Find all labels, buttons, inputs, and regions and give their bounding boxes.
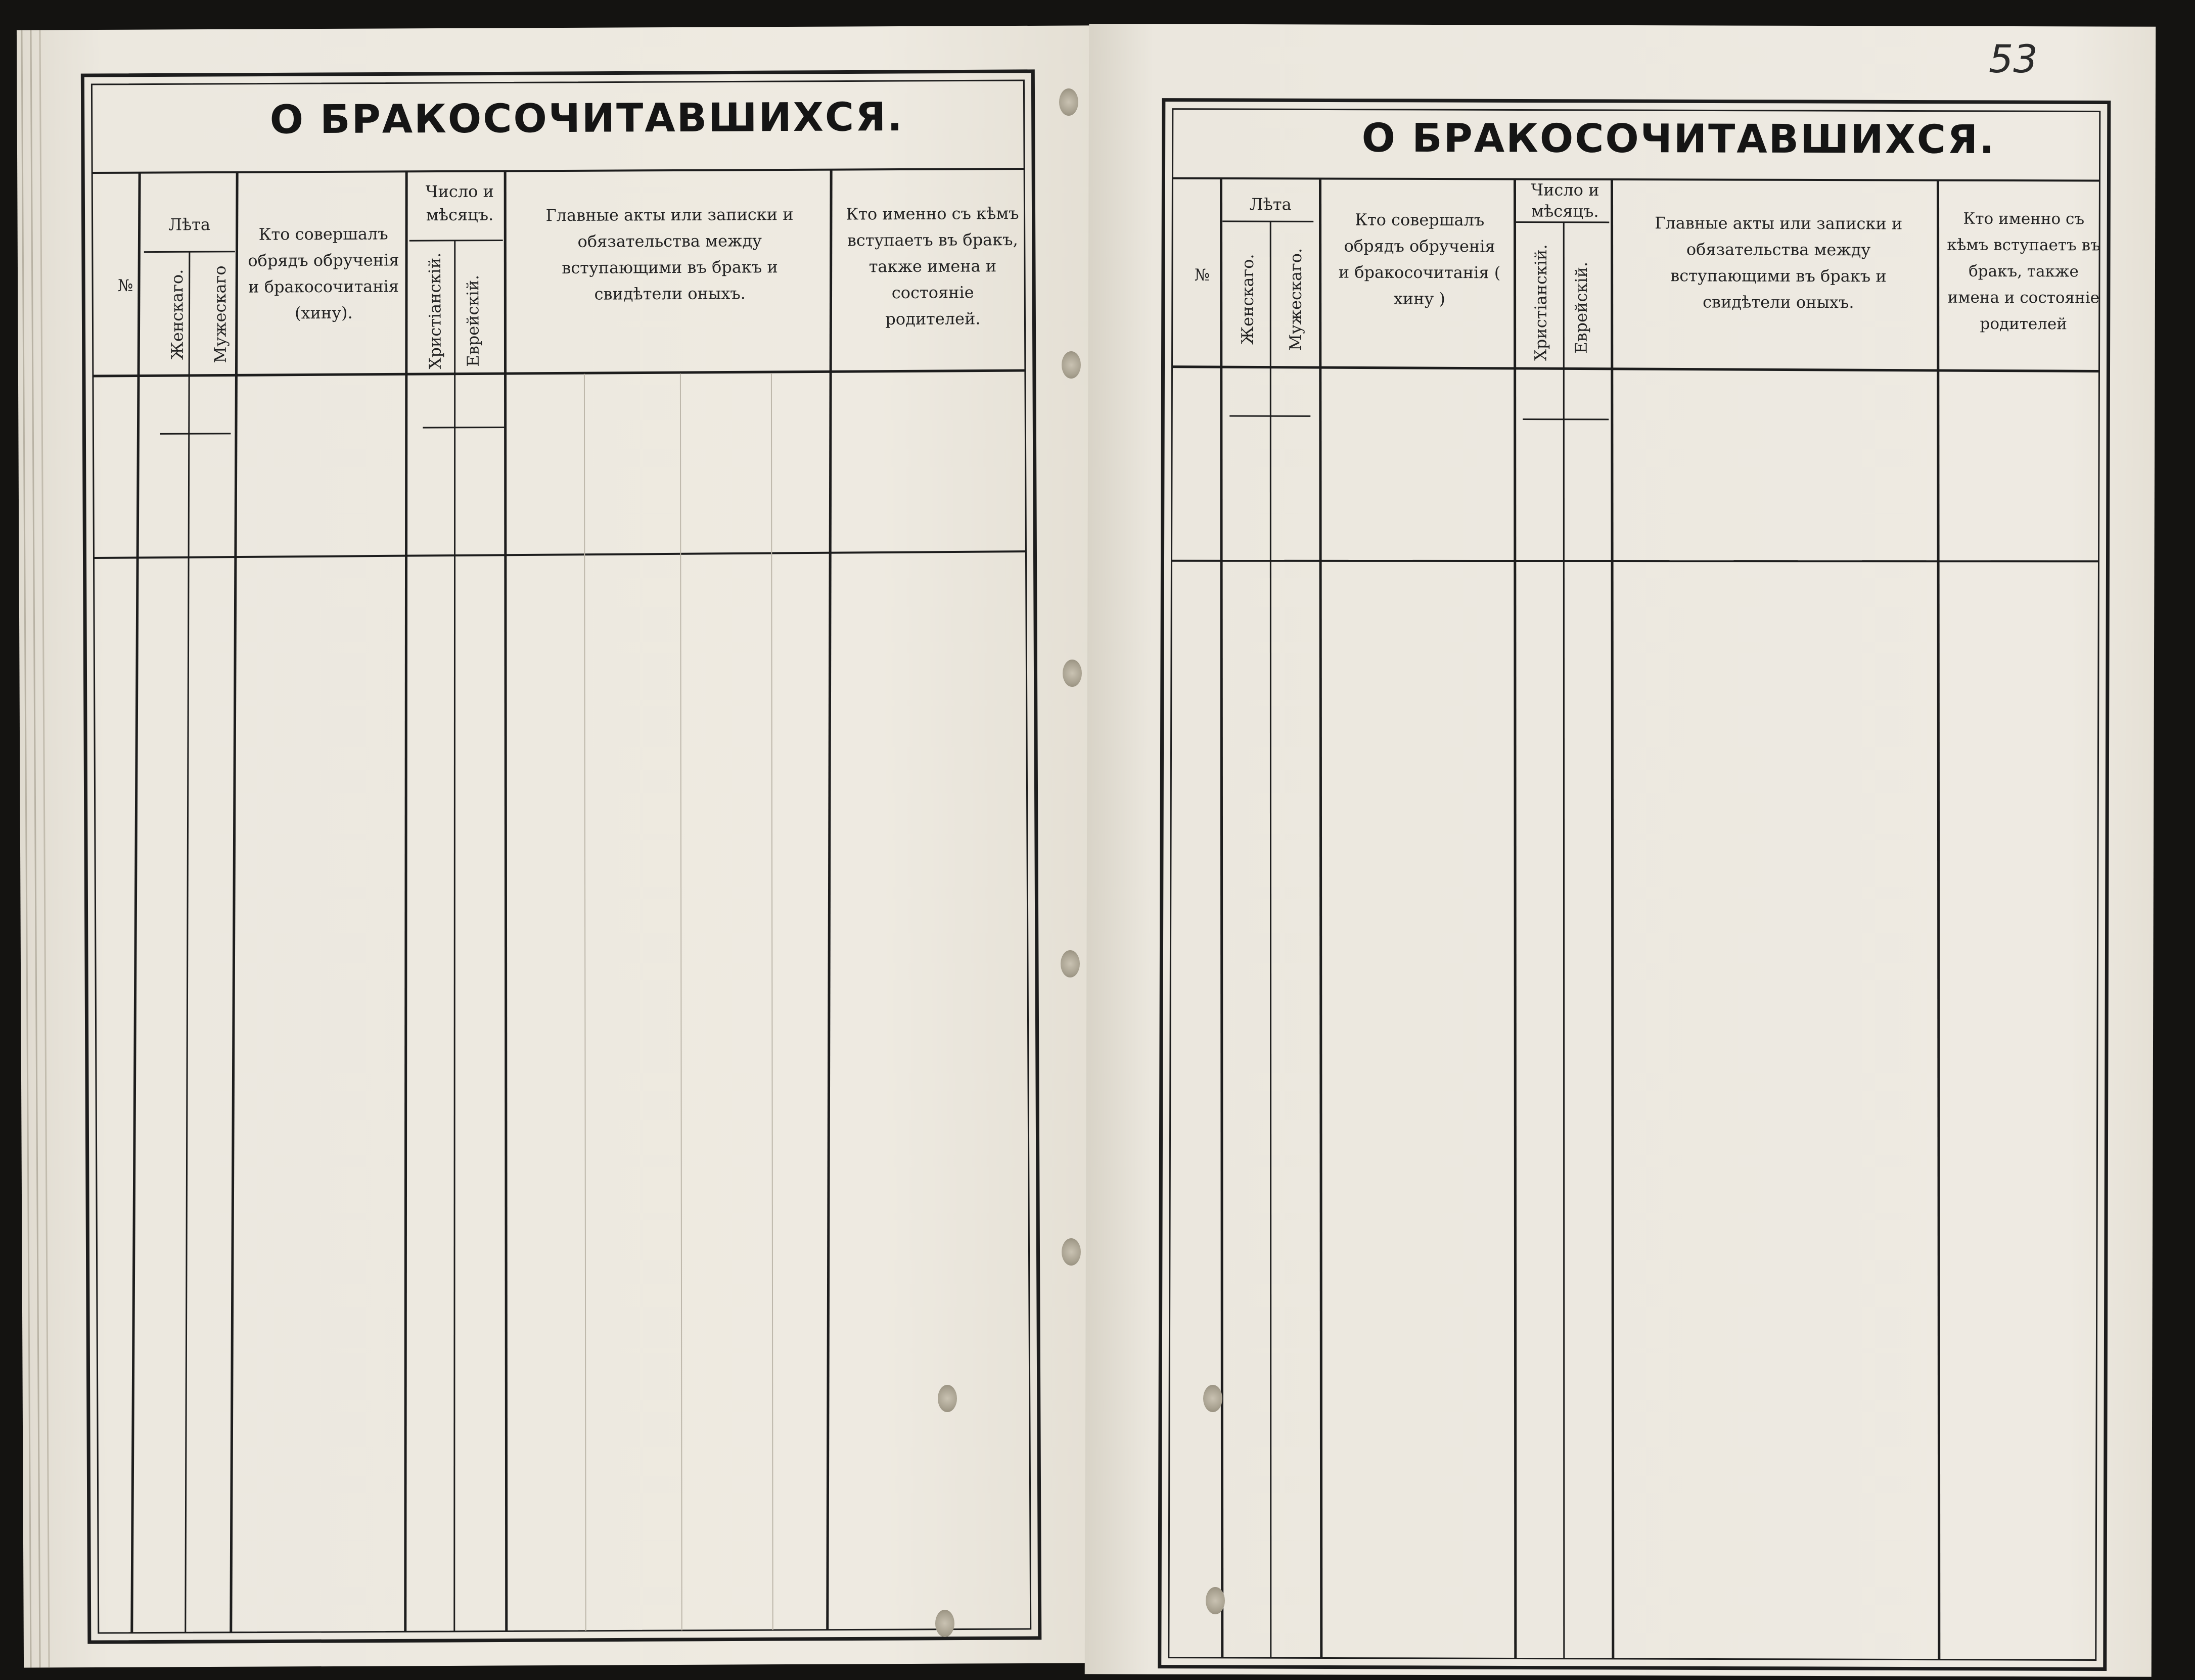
right-header-officiant: Кто совершалъ обрядъ обрученія и бракосочитанія ( хину ) (1338, 210, 1501, 309)
right-header-number: № (1194, 265, 1210, 285)
binding-hole (938, 1385, 957, 1412)
left-header-number: № (117, 275, 133, 295)
left-header-who: Кто именно съ кѣмъ вступаетъ въ бракъ, также имена и состояніе родителей. (846, 204, 1019, 329)
left-header-date: Число и мѣсяцъ. (425, 181, 494, 225)
binding-hole (1061, 950, 1080, 977)
right-header-christian: Христіанскій. (1531, 244, 1551, 361)
left-page (17, 25, 1101, 1667)
binding-hole (1063, 660, 1082, 687)
left-header-male: Мужескаго (210, 265, 230, 363)
left-header-jewish: Еврейскій. (463, 274, 483, 367)
right-header-age: Лѣта (1249, 195, 1292, 214)
right-page (1085, 24, 2156, 1677)
left-header-officiant: Кто совершалъ обрядъ обрученія и бракосочитанія (хину). (248, 224, 399, 323)
right-header-who: Кто именно съ кѣмъ вступаетъ въ бракъ, также имена и состояніе родителей (1947, 209, 2100, 334)
left-header-acts: Главные акты или записки и обязательства между вступающими въ бракъ и свидѣтели оныхъ. (545, 204, 794, 304)
right-header-male: Мужескаго. (1286, 248, 1306, 351)
left-header-christian: Христіанскій. (425, 252, 445, 369)
right-header-female: Женскаго. (1238, 254, 1258, 345)
binding-hole (1059, 88, 1078, 116)
right-header-acts: Главные акты или записки и обязательства между вступающими въ бракъ и свидѣтели оныхъ. (1655, 213, 1903, 312)
binding-hole (1203, 1385, 1222, 1412)
right-header-jewish: Еврейскій. (1571, 261, 1591, 354)
folio-number: 53 (1988, 36, 2038, 82)
binding-hole (935, 1610, 954, 1637)
right-page-title: О БРАКОСОЧИТАВШИХСЯ. (1361, 115, 1996, 163)
binding-hole (1206, 1587, 1225, 1614)
left-page-title: О БРАКОСОЧИТАВШИХСЯ. (269, 95, 904, 143)
right-header-date: Число и мѣсяцъ. (1531, 180, 1599, 221)
binding-hole (1062, 1238, 1081, 1266)
left-header-female: Женскаго. (167, 269, 187, 360)
left-header-age: Лѣта (168, 214, 211, 235)
binding-hole (1062, 351, 1081, 379)
